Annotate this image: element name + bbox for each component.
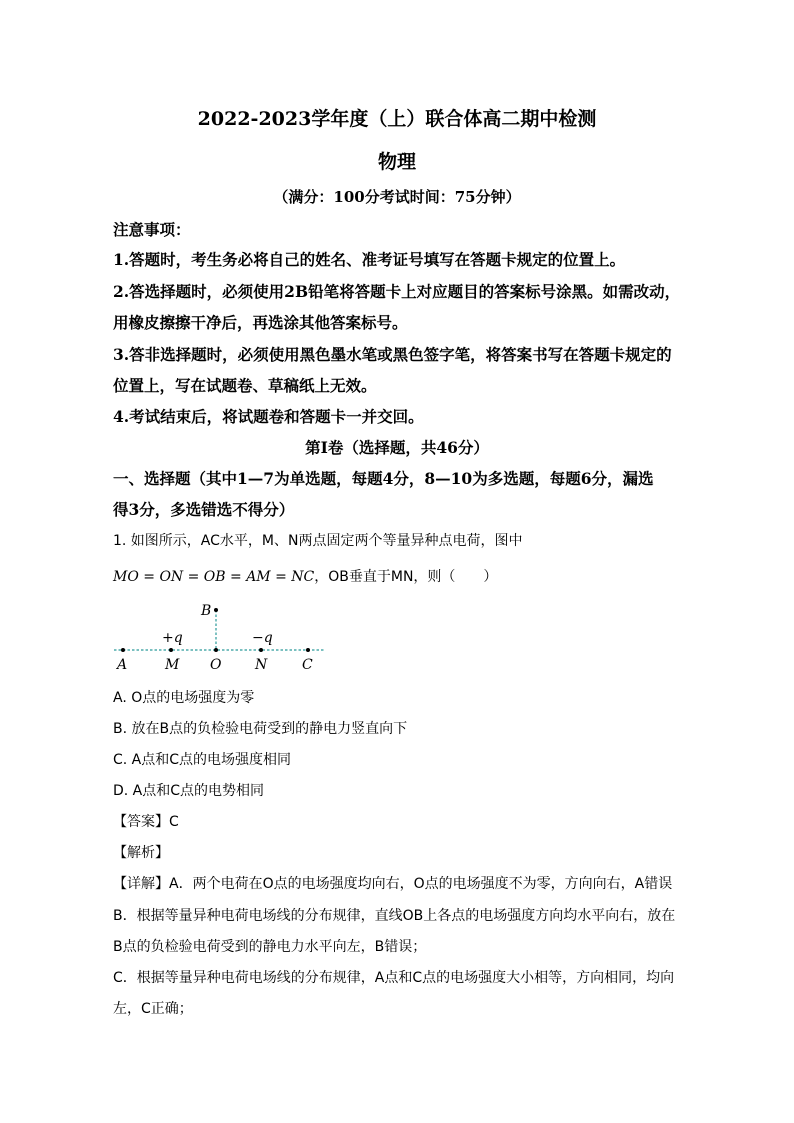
notice-line: 用橡皮擦擦干净后，再选涂其他答案标号。 <box>113 313 408 332</box>
notice-line: 2.答选择题时，必须使用2B铅笔将答题卡上对应题目的答案标号涂黑。如需改动， <box>113 282 681 301</box>
detail-line: B点的负检验电荷受到的静电力水平向左，B错误； <box>113 939 427 955</box>
subject-title: 物理 <box>377 151 416 173</box>
point-m-dot <box>169 648 173 652</box>
charge-figure <box>108 598 338 678</box>
label-a: A <box>117 657 128 673</box>
option-b: B. 放在B点的负检验电荷受到的静电力竖直向下 <box>113 721 408 737</box>
label-minus-q: −q <box>252 630 273 646</box>
answer: 【答案】C <box>113 814 179 830</box>
label-m: M <box>165 657 180 673</box>
question-stem-tail: ，OB垂直于MN，则（ ） <box>314 569 498 585</box>
section-title: 第I卷（选择题，共46分） <box>305 438 489 457</box>
notice-line: 1.答题时，考生务必将自己的姓名、准考证号填写在答题卡规定的位置上。 <box>113 250 626 269</box>
label-o: O <box>210 657 222 673</box>
notice-line: 位置上，写在试题卷、草稿纸上无效。 <box>113 376 377 395</box>
question-equation: MO = ON = OB = AM = NC <box>113 569 315 585</box>
label-b: B <box>201 603 212 619</box>
section-instructions: 得3分，多选错选不得分） <box>113 500 295 519</box>
point-n-dot <box>259 648 263 652</box>
notice-line: 3.答非选择题时，必须使用黑色墨水笔或黑色签字笔，将答案书写在答题卡规定的 <box>113 345 672 364</box>
analysis-label: 【解析】 <box>113 845 169 861</box>
option-c: C. A点和C点的电场强度相同 <box>113 752 292 768</box>
question-equation-line <box>113 566 497 586</box>
point-c-dot <box>306 648 310 652</box>
detail-line: 【详解】A．两个电荷在O点的电场强度均向右，O点的电场强度不为零，方向向右，A错误 <box>113 876 673 892</box>
option-a: A. O点的电场强度为零 <box>113 690 255 706</box>
notice-heading: 注意事项： <box>113 220 191 239</box>
point-o-dot <box>214 648 218 652</box>
option-d: D. A点和C点的电势相同 <box>113 783 265 799</box>
exam-title: 2022-2023学年度（上）联合体高二期中检测 <box>197 108 597 130</box>
detail-line: 左，C正确； <box>113 1001 193 1017</box>
detail-line: C．根据等量异种电荷电场线的分布规律，A点和C点的电场强度大小相等，方向相同，均向 <box>113 970 675 986</box>
detail-line: B．根据等量异种电荷电场线的分布规律，直线OB上各点的电场强度方向均水平向右，放在 <box>113 908 676 924</box>
point-b-dot <box>214 608 218 612</box>
question-stem: 1. 如图所示，AC水平，M、N两点固定两个等量异种点电荷，图中 <box>113 533 523 549</box>
label-plus-q: +q <box>162 630 183 646</box>
exam-info: （满分：100分考试时间：75分钟） <box>273 188 521 206</box>
label-c: C <box>302 657 313 673</box>
notice-line: 4.考试结束后，将试题卷和答题卡一并交回。 <box>113 407 424 426</box>
section-instructions: 一、选择题（其中1—7为单选题，每题4分，8—10为多选题，每题6分，漏选 <box>113 469 654 488</box>
label-n: N <box>255 657 268 673</box>
point-a-dot <box>121 648 125 652</box>
